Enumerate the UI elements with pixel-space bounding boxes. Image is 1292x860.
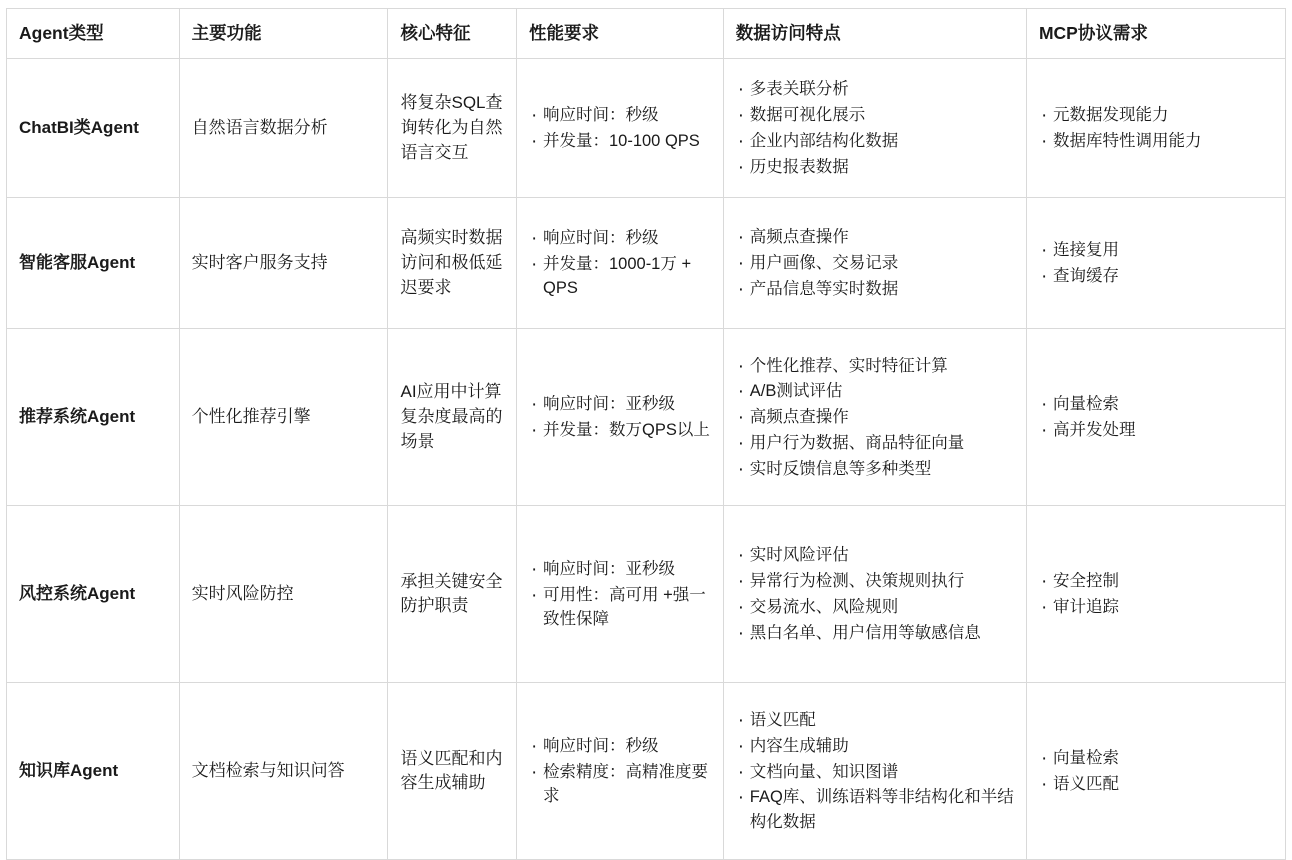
agent-comparison-table-container [0, 8, 1292, 860]
cell-core-feature: 将复杂SQL查询转化为自然语言交互 [388, 59, 517, 198]
cell-mcp-requirement [1026, 329, 1285, 506]
list-item: · 并发量：数万QPS以上 [529, 418, 711, 443]
list-item: · 响应时间：亚秒级 [529, 557, 711, 582]
list-item: · 响应时间：秒级 [529, 103, 711, 128]
list-item: · 实时风险评估 [736, 543, 1014, 568]
cell-mcp-requirement [1026, 59, 1285, 198]
performance-list [529, 392, 711, 443]
mcp-list [1039, 569, 1273, 620]
list-item: · 查询缓存 [1039, 264, 1273, 289]
list-item: · 多表关联分析 [736, 77, 1014, 102]
cell-mcp-requirement [1026, 198, 1285, 329]
data-access-list [736, 543, 1014, 645]
mcp-list [1039, 392, 1273, 443]
cell-data-access [723, 198, 1026, 329]
list-item: · 个性化推荐、实时特征计算 [736, 354, 1014, 379]
column-header-main-function: 主要功能 [179, 9, 388, 59]
list-item: · 检索精度：高精准度要求 [529, 760, 711, 810]
agent-comparison-table [6, 8, 1286, 860]
list-item: · 审计追踪 [1039, 595, 1273, 620]
cell-core-feature: 承担关键安全防护职责 [388, 506, 517, 683]
cell-agent-type: 推荐系统Agent [7, 329, 180, 506]
column-header-mcp-requirement: MCP协议需求 [1026, 9, 1285, 59]
column-header-performance: 性能要求 [516, 9, 723, 59]
column-header-core-feature: 核心特征 [388, 9, 517, 59]
table-row [7, 59, 1286, 198]
list-item: · 交易流水、风险规则 [736, 595, 1014, 620]
list-item: · 数据可视化展示 [736, 103, 1014, 128]
list-item: · 黑白名单、用户信用等敏感信息 [736, 621, 1014, 646]
list-item: · 语义匹配 [1039, 772, 1273, 797]
list-item: · 响应时间：秒级 [529, 734, 711, 759]
cell-main-function: 实时客户服务支持 [179, 198, 388, 329]
performance-list [529, 557, 711, 632]
table-header-row [7, 9, 1286, 59]
table-row [7, 506, 1286, 683]
data-access-list [736, 225, 1014, 301]
list-item: · 异常行为检测、决策规则执行 [736, 569, 1014, 594]
list-item: · 响应时间：亚秒级 [529, 392, 711, 417]
list-item: · 高频点查操作 [736, 225, 1014, 250]
cell-performance [516, 683, 723, 860]
cell-performance [516, 329, 723, 506]
cell-core-feature: 语义匹配和内容生成辅助 [388, 683, 517, 860]
cell-data-access [723, 506, 1026, 683]
list-item: · 并发量：1000-1万 + QPS [529, 252, 711, 302]
cell-main-function: 个性化推荐引擎 [179, 329, 388, 506]
cell-data-access [723, 59, 1026, 198]
table-row [7, 683, 1286, 860]
data-access-list [736, 354, 1014, 482]
table-row [7, 329, 1286, 506]
cell-main-function: 实时风险防控 [179, 506, 388, 683]
list-item: · A/B测试评估 [736, 379, 1014, 404]
data-access-list [736, 708, 1014, 835]
list-item: · 实时反馈信息等多种类型 [736, 457, 1014, 482]
column-header-data-access: 数据访问特点 [723, 9, 1026, 59]
column-header-agent-type: Agent类型 [7, 9, 180, 59]
performance-list [529, 226, 711, 301]
list-item: · 响应时间：秒级 [529, 226, 711, 251]
cell-agent-type: ChatBI类Agent [7, 59, 180, 198]
list-item: · 高频点查操作 [736, 405, 1014, 430]
cell-performance [516, 198, 723, 329]
cell-performance [516, 506, 723, 683]
cell-main-function: 自然语言数据分析 [179, 59, 388, 198]
cell-agent-type: 知识库Agent [7, 683, 180, 860]
cell-mcp-requirement [1026, 683, 1285, 860]
list-item: · 安全控制 [1039, 569, 1273, 594]
list-item: · 文档向量、知识图谱 [736, 760, 1014, 785]
list-item: · 用户画像、交易记录 [736, 251, 1014, 276]
mcp-list [1039, 103, 1273, 154]
performance-list [529, 103, 711, 154]
list-item: · 数据库特性调用能力 [1039, 129, 1273, 154]
list-item: · 向量检索 [1039, 746, 1273, 771]
mcp-list [1039, 746, 1273, 797]
performance-list [529, 734, 711, 809]
list-item: · 元数据发现能力 [1039, 103, 1273, 128]
list-item: · 连接复用 [1039, 238, 1273, 263]
list-item: · 可用性：高可用 +强一致性保障 [529, 583, 711, 633]
list-item: · 产品信息等实时数据 [736, 277, 1014, 302]
mcp-list [1039, 238, 1273, 289]
cell-performance [516, 59, 723, 198]
cell-data-access [723, 683, 1026, 860]
list-item: · 向量检索 [1039, 392, 1273, 417]
cell-core-feature: 高频实时数据访问和极低延迟要求 [388, 198, 517, 329]
cell-main-function: 文档检索与知识问答 [179, 683, 388, 860]
list-item: · 内容生成辅助 [736, 734, 1014, 759]
table-header [7, 9, 1286, 59]
list-item: · 语义匹配 [736, 708, 1014, 733]
table-row [7, 198, 1286, 329]
list-item: · 并发量：10-100 QPS [529, 129, 711, 154]
cell-agent-type: 风控系统Agent [7, 506, 180, 683]
list-item: · 企业内部结构化数据 [736, 129, 1014, 154]
cell-data-access [723, 329, 1026, 506]
list-item: · 历史报表数据 [736, 155, 1014, 180]
list-item: · 用户行为数据、商品特征向量 [736, 431, 1014, 456]
list-item: · FAQ库、训练语料等非结构化和半结构化数据 [736, 785, 1014, 835]
list-item: · 高并发处理 [1039, 418, 1273, 443]
data-access-list [736, 77, 1014, 179]
cell-agent-type: 智能客服Agent [7, 198, 180, 329]
cell-mcp-requirement [1026, 506, 1285, 683]
cell-core-feature: AI应用中计算复杂度最高的场景 [388, 329, 517, 506]
table-body [7, 59, 1286, 860]
